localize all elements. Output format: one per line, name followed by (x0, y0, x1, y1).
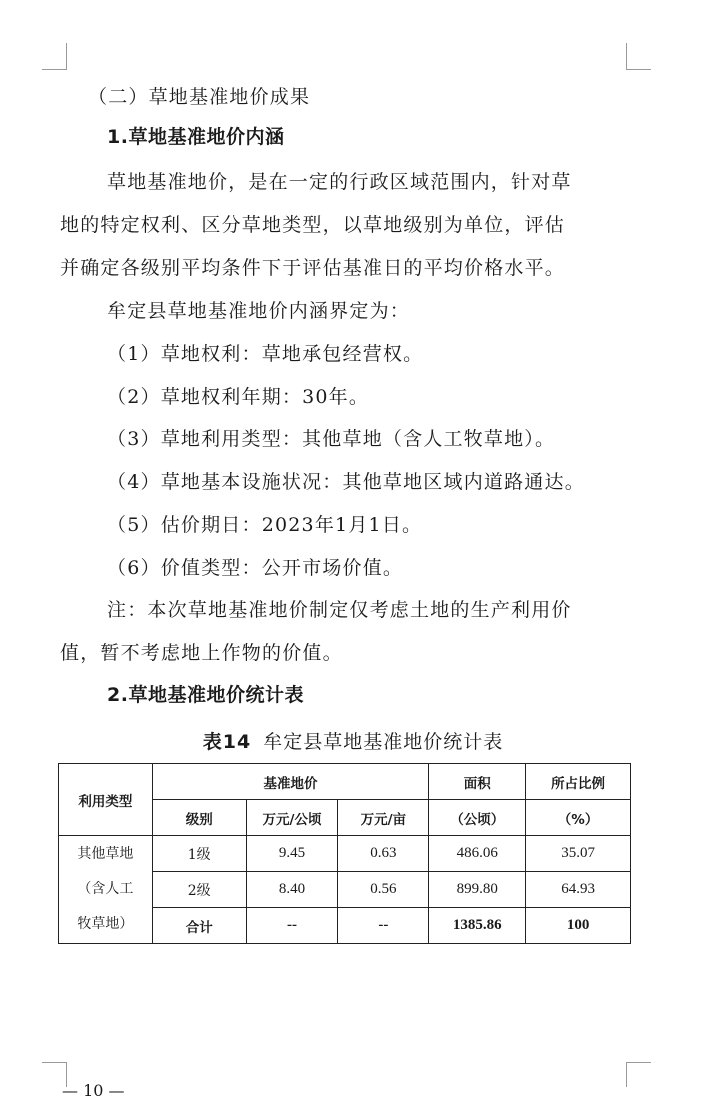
list-item: （1）草地权利：草地承包经营权。 (107, 343, 424, 365)
paragraph-line: 草地基准地价，是在一定的行政区域范围内，针对草 (107, 171, 572, 193)
header-area: 面积 (429, 764, 526, 800)
header-land-use-type: 利用类型 (59, 764, 153, 836)
header-price-per-mu: 万元/亩 (338, 800, 429, 836)
paragraph-line: 并确定各级别平均条件下于评估基准日的平均价格水平。 (60, 257, 566, 279)
table-row (59, 836, 631, 872)
header-level: 级别 (152, 800, 246, 836)
land-use-type-line: 牧草地） (77, 916, 134, 932)
ratio-cell: 35.07 (526, 836, 631, 872)
crop-mark-top-right (626, 43, 651, 70)
header-ratio: 所占比例 (526, 764, 631, 800)
price-per-mu-cell: 0.63 (338, 836, 429, 872)
price-per-hectare-cell: 9.45 (246, 836, 338, 872)
level-cell: 2级 (152, 872, 246, 908)
land-use-type-line: （含人工 (77, 881, 134, 897)
list-item: （6）价值类型：公开市场价值。 (107, 557, 404, 579)
note-line: 注：本次草地基准地价制定仅考虑土地的生产利用价 (107, 599, 572, 621)
paragraph-line: 地的特定权利、区分草地类型，以草地级别为单位，评估 (60, 214, 566, 236)
section-heading: （二）草地基准地价成果 (88, 86, 311, 108)
header-area-unit: （公顷） (429, 800, 526, 836)
header-benchmark-price: 基准地价 (152, 764, 428, 800)
total-area-cell: 1385.86 (429, 908, 526, 944)
land-price-table (58, 763, 631, 944)
crop-mark-bottom-right (626, 1062, 651, 1087)
price-per-hectare-cell: 8.40 (246, 872, 338, 908)
table-caption (0, 730, 706, 754)
list-item: （4）草地基本设施状况：其他草地区域内道路通达。 (107, 471, 585, 493)
level-cell: 1级 (152, 836, 246, 872)
table-caption-title: 牟定县草地基准地价统计表 (263, 731, 504, 753)
header-price-per-hectare: 万元/公顷 (246, 800, 338, 836)
total-price-per-hectare-cell: -- (246, 908, 338, 944)
list-item: （3）草地利用类型：其他草地（含人工牧草地）。 (107, 428, 556, 450)
total-price-per-mu-cell: -- (338, 908, 429, 944)
crop-mark-top-left (42, 43, 67, 70)
ratio-cell: 64.93 (526, 872, 631, 908)
total-ratio-cell: 100 (526, 908, 631, 944)
area-cell: 486.06 (429, 836, 526, 872)
area-cell: 899.80 (429, 872, 526, 908)
note-line: 值，暂不考虑地上作物的价值。 (60, 642, 343, 664)
land-use-type-cell (59, 836, 153, 944)
header-ratio-unit: （%） (526, 800, 631, 836)
intro-line: 牟定县草地基准地价内涵界定为： (107, 300, 411, 322)
total-label-cell: 合计 (152, 908, 246, 944)
subsection-heading-2: 2.草地基准地价统计表 (107, 684, 304, 706)
price-per-mu-cell: 0.56 (338, 872, 429, 908)
page-number: — 10 — (62, 1081, 125, 1100)
list-item: （5）估价期日：2023年1月1日。 (107, 514, 423, 536)
subsection-heading-1: 1.草地基准地价内涵 (107, 126, 285, 148)
table-caption-label: 表14 (202, 731, 252, 753)
list-item: （2）草地权利年期：30年。 (107, 386, 370, 408)
land-use-type-line: 其他草地 (77, 846, 134, 862)
